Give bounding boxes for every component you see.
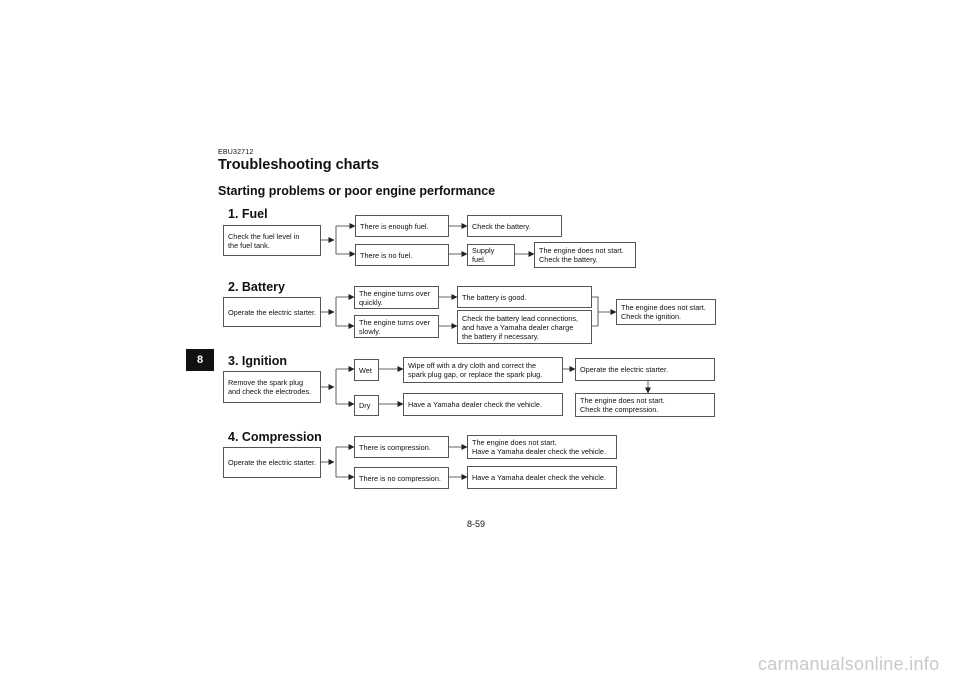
compression-yes-box: There is compression. bbox=[354, 436, 449, 458]
chapter-tab: 8 bbox=[186, 349, 214, 371]
section-code: EBU32712 bbox=[218, 149, 254, 156]
ignition-final-box: The engine does not start. Check the compression. bbox=[575, 393, 715, 417]
ignition-wet-box: Wet bbox=[354, 359, 379, 381]
ignition-start-box: Remove the spark plug and check the electrodes. bbox=[223, 371, 321, 403]
section-heading-compression: 4. Compression bbox=[228, 430, 322, 444]
fuel-supply-box: Supply fuel. bbox=[467, 244, 515, 266]
page-number: 8-59 bbox=[467, 519, 486, 529]
battery-final-box: The engine does not start. Check the ignition. bbox=[616, 299, 716, 325]
fuel-enough-box: There is enough fuel. bbox=[355, 215, 449, 237]
ignition-operate-box: Operate the electric starter. bbox=[575, 358, 715, 381]
page-title: Troubleshooting charts bbox=[218, 157, 380, 173]
battery-good-box: The battery is good. bbox=[457, 286, 592, 308]
ignition-dealer-box: Have a Yamaha dealer check the vehicle. bbox=[403, 393, 563, 416]
section-heading-ignition: 3. Ignition bbox=[228, 354, 288, 368]
section-heading-battery: 2. Battery bbox=[228, 280, 285, 294]
compression-no-box: There is no compression. bbox=[354, 467, 449, 489]
fuel-start-box: Check the fuel level in the fuel tank. bbox=[223, 225, 321, 256]
compression-yes-result-box: The engine does not start. Have a Yamaha dealer check the vehicle. bbox=[467, 435, 617, 459]
ignition-wipe-box: Wipe off with a dry cloth and correct the spark plug gap, or replace the spark plug. bbox=[403, 357, 563, 383]
fuel-final-box: The engine does not start. Check the battery. bbox=[534, 242, 636, 268]
compression-no-result-box: Have a Yamaha dealer check the vehicle. bbox=[467, 466, 617, 489]
section-heading-fuel: 1. Fuel bbox=[228, 207, 268, 221]
battery-slow-box: The engine turns over slowly. bbox=[354, 315, 439, 338]
site-watermark: carmanualsonline.info bbox=[758, 654, 940, 674]
page-subtitle: Starting problems or poor engine performance bbox=[218, 184, 496, 198]
battery-start-box: Operate the electric starter. bbox=[223, 297, 321, 327]
battery-check-box: Check the battery lead connections, and have a Yamaha dealer charge the battery if necessary. bbox=[457, 310, 592, 344]
fuel-check-battery-box: Check the battery. bbox=[467, 215, 562, 237]
ignition-dry-box: Dry bbox=[354, 395, 379, 416]
compression-start-box: Operate the electric starter. bbox=[223, 447, 321, 478]
battery-quick-box: The engine turns over quickly. bbox=[354, 286, 439, 309]
fuel-none-box: There is no fuel. bbox=[355, 244, 449, 266]
